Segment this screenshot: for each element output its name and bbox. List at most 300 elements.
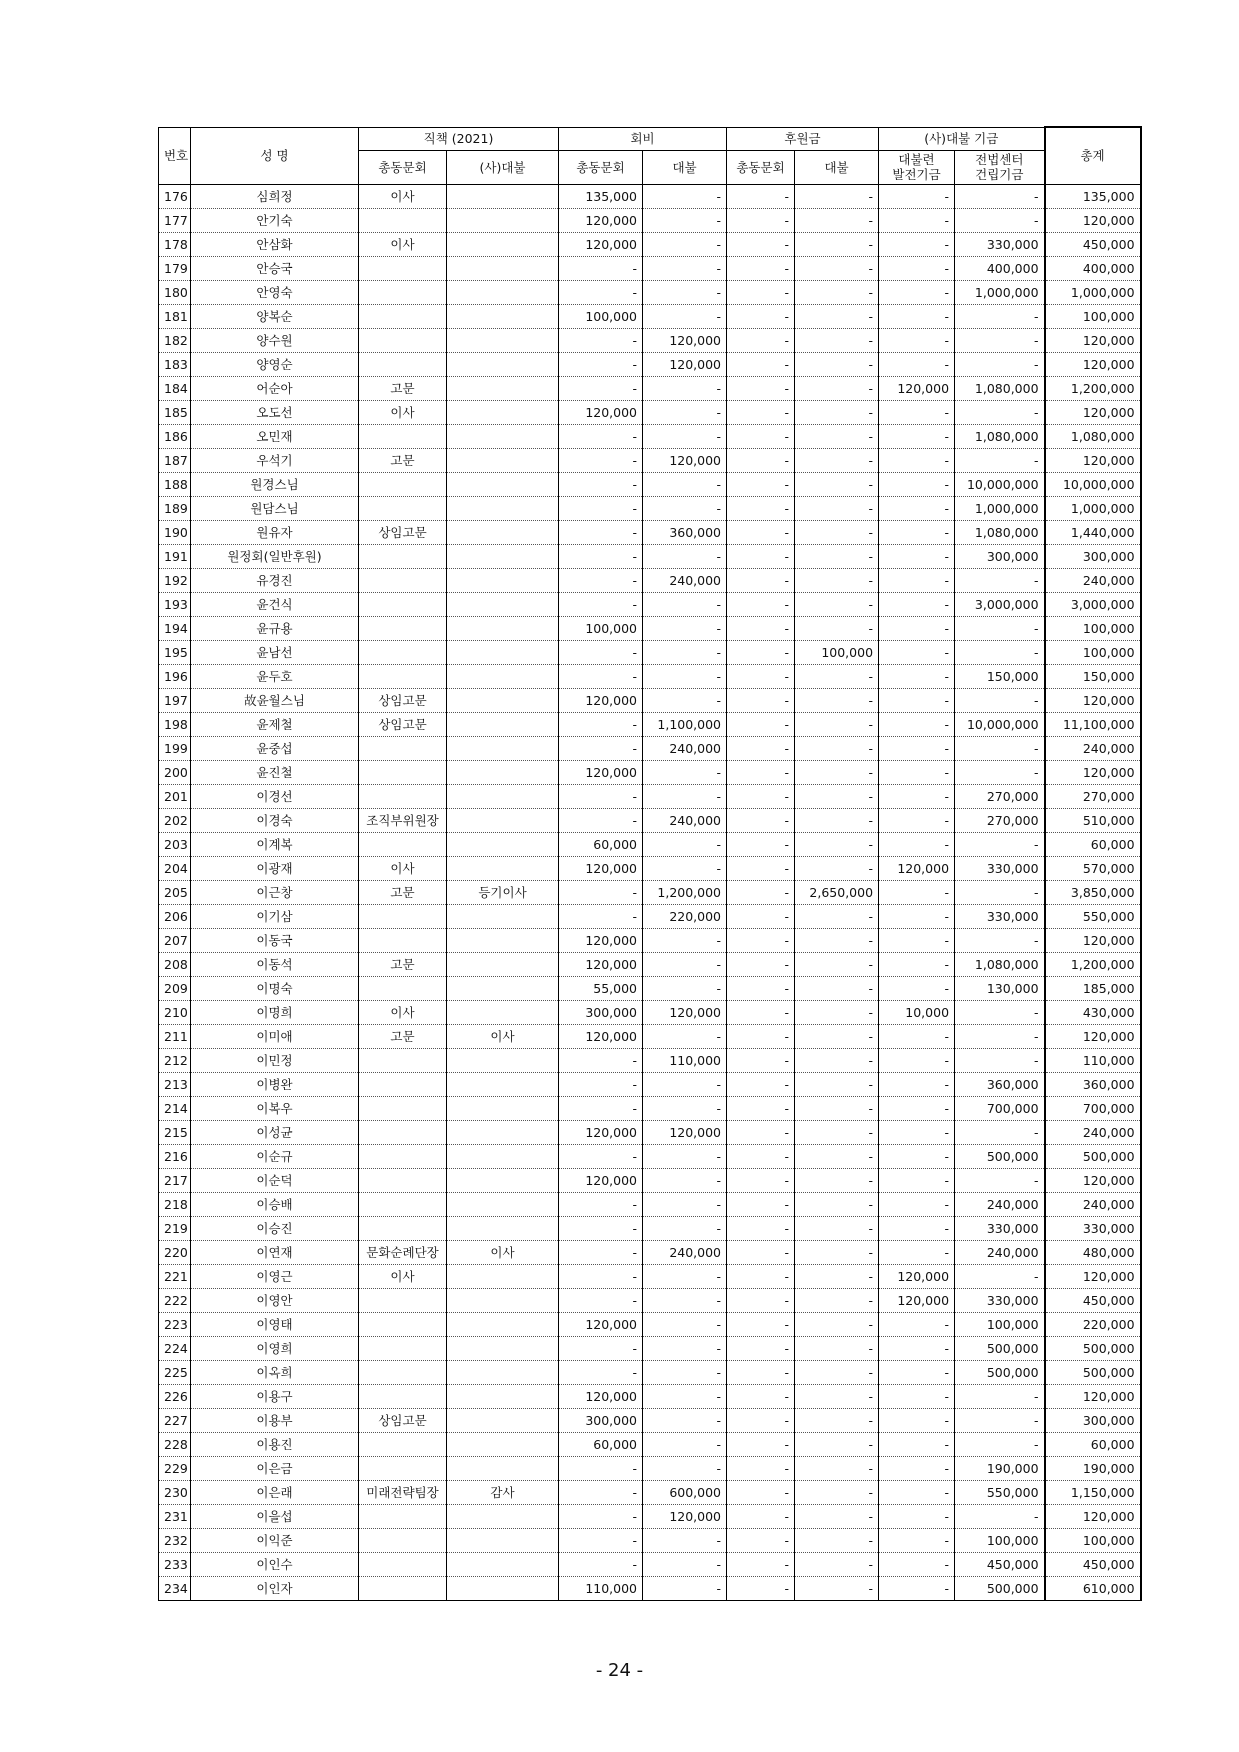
alumni-support-cell: - (727, 400, 795, 424)
daebul-fee-cell: 1,100,000 (643, 712, 727, 736)
total-amount-cell: 1,000,000 (1045, 496, 1141, 520)
table-row (159, 880, 1141, 904)
daebul-support-cell: - (795, 448, 879, 472)
alumni-position-cell: 고문 (359, 1024, 447, 1048)
total-amount-cell: 100,000 (1045, 640, 1141, 664)
alumni-support-cell: - (727, 472, 795, 496)
row-number-cell: 201 (159, 784, 191, 808)
daebul-position-cell (447, 280, 559, 304)
total-amount-cell: 120,000 (1045, 448, 1141, 472)
row-number-cell: 226 (159, 1384, 191, 1408)
development-fund-cell: - (879, 784, 955, 808)
center-fund-cell: 100,000 (955, 1528, 1045, 1552)
row-number-cell: 182 (159, 328, 191, 352)
total-amount-cell: 300,000 (1045, 544, 1141, 568)
center-fund-cell: 500,000 (955, 1144, 1045, 1168)
daebul-support-cell: - (795, 304, 879, 328)
total-amount-cell: 185,000 (1045, 976, 1141, 1000)
alumni-support-cell: - (727, 1000, 795, 1024)
daebul-support-cell: - (795, 376, 879, 400)
row-number-cell: 177 (159, 208, 191, 232)
alumni-position-cell (359, 784, 447, 808)
daebul-fee-cell: - (643, 1336, 727, 1360)
alumni-position-cell (359, 256, 447, 280)
development-fund-cell: - (879, 616, 955, 640)
development-fund-cell: - (879, 712, 955, 736)
development-fund-cell: - (879, 1576, 955, 1600)
total-amount-cell: 1,200,000 (1045, 376, 1141, 400)
member-name-cell: 이연재 (191, 1240, 359, 1264)
table-row (159, 1048, 1141, 1072)
row-number-cell: 194 (159, 616, 191, 640)
development-fund-cell: - (879, 1096, 955, 1120)
alumni-position-cell: 이사 (359, 1000, 447, 1024)
alumni-position-cell: 이사 (359, 856, 447, 880)
daebul-position-cell (447, 1072, 559, 1096)
total-amount-cell: 550,000 (1045, 904, 1141, 928)
row-number-cell: 209 (159, 976, 191, 1000)
development-fund-cell: - (879, 544, 955, 568)
daebul-position-cell (447, 496, 559, 520)
total-amount-cell: 100,000 (1045, 304, 1141, 328)
alumni-fee-cell: - (559, 1336, 643, 1360)
table-row (159, 1480, 1141, 1504)
development-fund-cell: - (879, 832, 955, 856)
daebul-fee-cell: 120,000 (643, 1120, 727, 1144)
member-name-cell: 이순규 (191, 1144, 359, 1168)
center-fund-cell: - (955, 832, 1045, 856)
row-number-cell: 186 (159, 424, 191, 448)
alumni-position-cell (359, 928, 447, 952)
development-fund-cell: - (879, 256, 955, 280)
alumni-support-cell: - (727, 1576, 795, 1600)
alumni-position-cell: 미래전략팀장 (359, 1480, 447, 1504)
member-name-cell: 이병완 (191, 1072, 359, 1096)
alumni-position-cell (359, 304, 447, 328)
table-row (159, 592, 1141, 616)
daebul-fee-cell: - (643, 1216, 727, 1240)
table-row (159, 256, 1141, 280)
center-fund-cell: 330,000 (955, 1288, 1045, 1312)
daebul-support-cell: - (795, 352, 879, 376)
alumni-fee-cell: - (559, 1504, 643, 1528)
table-row (159, 496, 1141, 520)
table-row (159, 952, 1141, 976)
alumni-support-cell: - (727, 448, 795, 472)
alumni-position-cell: 고문 (359, 448, 447, 472)
member-name-cell: 심희정 (191, 184, 359, 208)
alumni-support-cell: - (727, 1024, 795, 1048)
table-row (159, 232, 1141, 256)
daebul-fee-cell: - (643, 832, 727, 856)
center-fund-cell: - (955, 328, 1045, 352)
daebul-support-cell: - (795, 1000, 879, 1024)
table-row (159, 1192, 1141, 1216)
center-fund-cell: 3,000,000 (955, 592, 1045, 616)
member-name-cell: 이을섭 (191, 1504, 359, 1528)
daebul-position-cell (447, 184, 559, 208)
header-position-alumni: 총동문회 (359, 150, 447, 184)
daebul-support-cell: - (795, 1120, 879, 1144)
alumni-position-cell: 이사 (359, 232, 447, 256)
daebul-fee-cell: 110,000 (643, 1048, 727, 1072)
center-fund-cell: - (955, 1408, 1045, 1432)
daebul-support-cell: - (795, 688, 879, 712)
alumni-support-cell: - (727, 952, 795, 976)
daebul-fee-cell: 240,000 (643, 808, 727, 832)
total-amount-cell: 110,000 (1045, 1048, 1141, 1072)
alumni-position-cell (359, 1288, 447, 1312)
daebul-support-cell: - (795, 1024, 879, 1048)
member-name-cell: 이성균 (191, 1120, 359, 1144)
daebul-position-cell: 감사 (447, 1480, 559, 1504)
alumni-position-cell: 이사 (359, 400, 447, 424)
alumni-position-cell: 문화순례단장 (359, 1240, 447, 1264)
alumni-fee-cell: - (559, 376, 643, 400)
daebul-fee-cell: 240,000 (643, 568, 727, 592)
member-name-cell: 이용진 (191, 1432, 359, 1456)
development-fund-cell: - (879, 1216, 955, 1240)
table-row (159, 1528, 1141, 1552)
member-name-cell: 윤남선 (191, 640, 359, 664)
center-fund-cell: 500,000 (955, 1360, 1045, 1384)
table-row (159, 1336, 1141, 1360)
table-row (159, 976, 1141, 1000)
development-fund-cell: - (879, 1024, 955, 1048)
alumni-support-cell: - (727, 352, 795, 376)
daebul-support-cell: - (795, 832, 879, 856)
alumni-fee-cell: 135,000 (559, 184, 643, 208)
center-fund-cell: - (955, 616, 1045, 640)
alumni-support-cell: - (727, 712, 795, 736)
row-number-cell: 207 (159, 928, 191, 952)
table-row (159, 1360, 1141, 1384)
alumni-position-cell (359, 616, 447, 640)
development-fund-cell: - (879, 304, 955, 328)
alumni-fee-cell: - (559, 496, 643, 520)
member-name-cell: 이승진 (191, 1216, 359, 1240)
donation-table (158, 126, 1142, 1601)
development-fund-cell: 120,000 (879, 1264, 955, 1288)
row-number-cell: 181 (159, 304, 191, 328)
daebul-support-cell: - (795, 1504, 879, 1528)
table-row (159, 1216, 1141, 1240)
total-amount-cell: 100,000 (1045, 1528, 1141, 1552)
center-fund-cell: 550,000 (955, 1480, 1045, 1504)
alumni-fee-cell: - (559, 1528, 643, 1552)
daebul-support-cell: - (795, 232, 879, 256)
daebul-support-cell: - (795, 664, 879, 688)
daebul-position-cell (447, 472, 559, 496)
row-number-cell: 195 (159, 640, 191, 664)
member-name-cell: 故윤월스님 (191, 688, 359, 712)
table-row (159, 568, 1141, 592)
daebul-fee-cell: 120,000 (643, 352, 727, 376)
daebul-support-cell: - (795, 496, 879, 520)
development-fund-cell: - (879, 208, 955, 232)
development-fund-cell: - (879, 928, 955, 952)
alumni-support-cell: - (727, 760, 795, 784)
alumni-position-cell (359, 1384, 447, 1408)
member-name-cell: 윤제철 (191, 712, 359, 736)
center-fund-cell: - (955, 400, 1045, 424)
alumni-position-cell: 상임고문 (359, 520, 447, 544)
member-name-cell: 이익준 (191, 1528, 359, 1552)
alumni-fee-cell: - (559, 1048, 643, 1072)
alumni-position-cell (359, 976, 447, 1000)
alumni-support-cell: - (727, 496, 795, 520)
member-name-cell: 이승배 (191, 1192, 359, 1216)
row-number-cell: 205 (159, 880, 191, 904)
total-amount-cell: 500,000 (1045, 1336, 1141, 1360)
total-amount-cell: 120,000 (1045, 1168, 1141, 1192)
center-fund-cell: 270,000 (955, 784, 1045, 808)
alumni-support-cell: - (727, 1480, 795, 1504)
daebul-fee-cell: - (643, 928, 727, 952)
alumni-position-cell (359, 664, 447, 688)
member-name-cell: 유경진 (191, 568, 359, 592)
alumni-fee-cell: 120,000 (559, 760, 643, 784)
row-number-cell: 203 (159, 832, 191, 856)
total-amount-cell: 500,000 (1045, 1144, 1141, 1168)
header-fund-center: 전법센터 건립기금 (955, 150, 1045, 184)
development-fund-cell: - (879, 496, 955, 520)
table-row (159, 1432, 1141, 1456)
daebul-position-cell (447, 568, 559, 592)
center-fund-cell: - (955, 1384, 1045, 1408)
daebul-fee-cell: 1,200,000 (643, 880, 727, 904)
alumni-fee-cell: - (559, 1240, 643, 1264)
daebul-support-cell: - (795, 1168, 879, 1192)
development-fund-cell: - (879, 1072, 955, 1096)
member-name-cell: 우석기 (191, 448, 359, 472)
daebul-position-cell (447, 544, 559, 568)
development-fund-cell: - (879, 448, 955, 472)
daebul-fee-cell: - (643, 544, 727, 568)
table-row (159, 856, 1141, 880)
table-row (159, 832, 1141, 856)
development-fund-cell: - (879, 952, 955, 976)
center-fund-cell: 270,000 (955, 808, 1045, 832)
alumni-support-cell: - (727, 1192, 795, 1216)
row-number-cell: 228 (159, 1432, 191, 1456)
daebul-position-cell (447, 1360, 559, 1384)
daebul-support-cell: - (795, 544, 879, 568)
daebul-support-cell: - (795, 1144, 879, 1168)
total-amount-cell: 120,000 (1045, 400, 1141, 424)
daebul-position-cell (447, 928, 559, 952)
center-fund-cell: - (955, 352, 1045, 376)
alumni-position-cell: 상임고문 (359, 688, 447, 712)
daebul-support-cell: - (795, 256, 879, 280)
daebul-support-cell: - (795, 616, 879, 640)
alumni-position-cell (359, 328, 447, 352)
alumni-support-cell: - (727, 592, 795, 616)
table-row (159, 712, 1141, 736)
daebul-fee-cell: 120,000 (643, 1504, 727, 1528)
alumni-fee-cell: - (559, 784, 643, 808)
table-row (159, 472, 1141, 496)
table-row (159, 424, 1141, 448)
alumni-fee-cell: - (559, 1144, 643, 1168)
center-fund-cell: - (955, 568, 1045, 592)
row-number-cell: 224 (159, 1336, 191, 1360)
daebul-fee-cell: - (643, 1288, 727, 1312)
development-fund-cell: - (879, 1192, 955, 1216)
alumni-support-cell: - (727, 688, 795, 712)
alumni-fee-cell: - (559, 1552, 643, 1576)
daebul-position-cell (447, 712, 559, 736)
row-number-cell: 187 (159, 448, 191, 472)
daebul-support-cell: - (795, 520, 879, 544)
daebul-fee-cell: - (643, 256, 727, 280)
development-fund-cell: 10,000 (879, 1000, 955, 1024)
table-row (159, 1384, 1141, 1408)
daebul-position-cell (447, 1552, 559, 1576)
daebul-fee-cell: - (643, 1432, 727, 1456)
row-number-cell: 232 (159, 1528, 191, 1552)
total-amount-cell: 190,000 (1045, 1456, 1141, 1480)
daebul-fee-cell: - (643, 1096, 727, 1120)
total-amount-cell: 120,000 (1045, 1024, 1141, 1048)
member-name-cell: 이계복 (191, 832, 359, 856)
daebul-position-cell (447, 1288, 559, 1312)
total-amount-cell: 1,200,000 (1045, 952, 1141, 976)
center-fund-cell: - (955, 760, 1045, 784)
row-number-cell: 185 (159, 400, 191, 424)
alumni-position-cell (359, 1192, 447, 1216)
development-fund-cell: - (879, 1552, 955, 1576)
daebul-fee-cell: - (643, 208, 727, 232)
member-name-cell: 윤건식 (191, 592, 359, 616)
center-fund-cell: 1,080,000 (955, 952, 1045, 976)
daebul-support-cell: - (795, 400, 879, 424)
row-number-cell: 190 (159, 520, 191, 544)
daebul-position-cell (447, 448, 559, 472)
daebul-support-cell: - (795, 1552, 879, 1576)
daebul-position-cell (447, 400, 559, 424)
row-number-cell: 210 (159, 1000, 191, 1024)
daebul-support-cell: - (795, 1264, 879, 1288)
daebul-position-cell (447, 208, 559, 232)
center-fund-cell: - (955, 880, 1045, 904)
alumni-support-cell: - (727, 664, 795, 688)
daebul-position-cell (447, 1528, 559, 1552)
daebul-support-cell: - (795, 1480, 879, 1504)
member-name-cell: 이옥희 (191, 1360, 359, 1384)
table-row (159, 784, 1141, 808)
total-amount-cell: 400,000 (1045, 256, 1141, 280)
total-amount-cell: 120,000 (1045, 1504, 1141, 1528)
member-name-cell: 이근창 (191, 880, 359, 904)
daebul-support-cell: - (795, 568, 879, 592)
daebul-fee-cell: - (643, 952, 727, 976)
row-number-cell: 198 (159, 712, 191, 736)
daebul-fee-cell: - (643, 1552, 727, 1576)
daebul-fee-cell: - (643, 496, 727, 520)
alumni-fee-cell: - (559, 1192, 643, 1216)
total-amount-cell: 240,000 (1045, 1192, 1141, 1216)
member-name-cell: 윤중섭 (191, 736, 359, 760)
row-number-cell: 211 (159, 1024, 191, 1048)
development-fund-cell: - (879, 760, 955, 784)
table-row (159, 1504, 1141, 1528)
center-fund-cell: 1,080,000 (955, 424, 1045, 448)
daebul-position-cell (447, 640, 559, 664)
table-row (159, 376, 1141, 400)
total-amount-cell: 1,440,000 (1045, 520, 1141, 544)
alumni-fee-cell: - (559, 424, 643, 448)
center-fund-cell: 400,000 (955, 256, 1045, 280)
development-fund-cell: - (879, 1048, 955, 1072)
daebul-position-cell (447, 328, 559, 352)
table-row (159, 808, 1141, 832)
total-amount-cell: 1,150,000 (1045, 1480, 1141, 1504)
member-name-cell: 윤규용 (191, 616, 359, 640)
total-amount-cell: 135,000 (1045, 184, 1141, 208)
alumni-fee-cell: 120,000 (559, 1168, 643, 1192)
alumni-position-cell (359, 568, 447, 592)
daebul-position-cell (447, 664, 559, 688)
daebul-position-cell (447, 1144, 559, 1168)
daebul-support-cell: - (795, 736, 879, 760)
alumni-support-cell: - (727, 1336, 795, 1360)
daebul-position-cell (447, 1168, 559, 1192)
alumni-fee-cell: 110,000 (559, 1576, 643, 1600)
alumni-support-cell: - (727, 184, 795, 208)
daebul-position-cell (447, 304, 559, 328)
alumni-support-cell: - (727, 280, 795, 304)
member-name-cell: 이인자 (191, 1576, 359, 1600)
row-number-cell: 197 (159, 688, 191, 712)
alumni-support-cell: - (727, 1240, 795, 1264)
row-number-cell: 225 (159, 1360, 191, 1384)
daebul-support-cell: - (795, 184, 879, 208)
alumni-fee-cell: - (559, 904, 643, 928)
daebul-fee-cell: - (643, 1576, 727, 1600)
table-row (159, 928, 1141, 952)
row-number-cell: 188 (159, 472, 191, 496)
total-amount-cell: 150,000 (1045, 664, 1141, 688)
member-name-cell: 윤두호 (191, 664, 359, 688)
development-fund-cell: - (879, 1144, 955, 1168)
alumni-position-cell (359, 592, 447, 616)
alumni-position-cell (359, 352, 447, 376)
alumni-fee-cell: - (559, 472, 643, 496)
row-number-cell: 213 (159, 1072, 191, 1096)
row-number-cell: 215 (159, 1120, 191, 1144)
total-amount-cell: 300,000 (1045, 1408, 1141, 1432)
alumni-support-cell: - (727, 1048, 795, 1072)
alumni-fee-cell: 120,000 (559, 208, 643, 232)
total-amount-cell: 60,000 (1045, 1432, 1141, 1456)
row-number-cell: 227 (159, 1408, 191, 1432)
alumni-fee-cell: - (559, 1456, 643, 1480)
total-amount-cell: 480,000 (1045, 1240, 1141, 1264)
development-fund-cell: - (879, 1168, 955, 1192)
total-amount-cell: 120,000 (1045, 1384, 1141, 1408)
total-amount-cell: 3,850,000 (1045, 880, 1141, 904)
center-fund-cell: 700,000 (955, 1096, 1045, 1120)
row-number-cell: 193 (159, 592, 191, 616)
total-amount-cell: 3,000,000 (1045, 592, 1141, 616)
total-amount-cell: 240,000 (1045, 568, 1141, 592)
member-name-cell: 이은래 (191, 1480, 359, 1504)
daebul-position-cell (447, 1336, 559, 1360)
header-fee-alumni: 총동문회 (559, 150, 643, 184)
total-amount-cell: 120,000 (1045, 760, 1141, 784)
table-row (159, 1072, 1141, 1096)
